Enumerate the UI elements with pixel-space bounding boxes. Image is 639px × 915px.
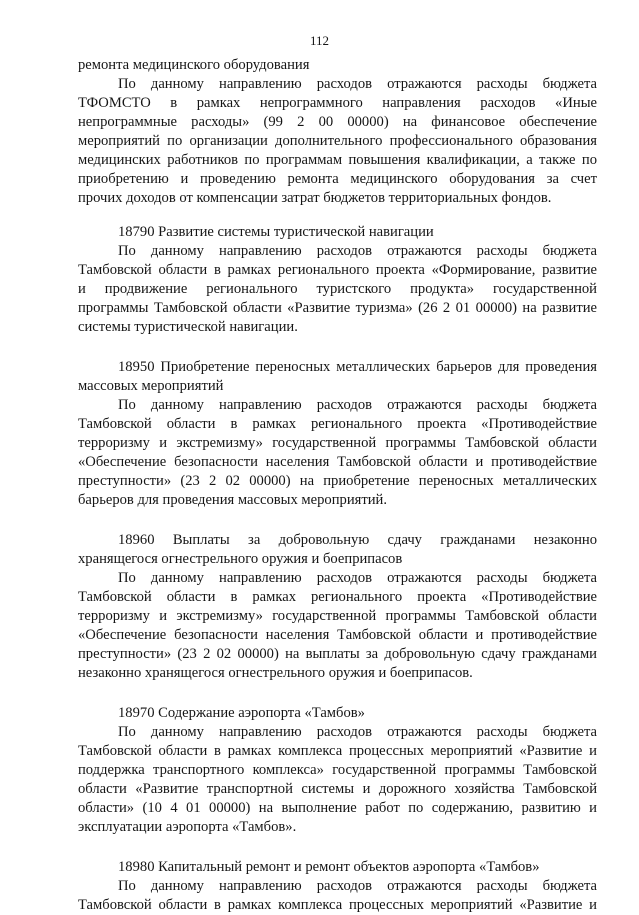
text-line-content: 18960 Выплаты за добровольную сдачу гражданами незаконно <box>118 532 597 548</box>
text-line-content: области» (10 4 01 00000) на выполнение работ по содержанию, развитию и <box>78 800 597 816</box>
text-line-content: массовых мероприятий <box>78 378 224 394</box>
text-line-content: 18950 Приобретение переносных металлических барьеров для проведения <box>118 359 597 375</box>
page-number: 112 <box>309 33 330 48</box>
text-line-content: 18970 Содержание аэропорта «Тамбов» <box>118 705 365 721</box>
text-line <box>0 56 639 75</box>
text-line <box>0 170 639 189</box>
text-line <box>0 761 639 780</box>
text-line-content: ТФОМСТО в рамках непрограммного направления расходов «Иные <box>78 95 597 111</box>
text-line <box>0 588 639 607</box>
text-line-content: По данному направлению расходов отражаются расходы бюджета <box>118 724 597 740</box>
text-line <box>0 491 639 510</box>
text-line <box>0 818 639 837</box>
text-line <box>0 723 639 742</box>
document-body <box>0 56 639 915</box>
text-line <box>0 151 639 170</box>
text-line <box>0 242 639 261</box>
text-line-content: непрограммные расходы» (99 2 00 00000) на финансовое обеспечение <box>78 114 597 130</box>
text-line-content: преступности» (23 2 02 00000) на выплаты за добровольную сдачу гражданами <box>78 646 597 662</box>
text-line <box>0 877 639 896</box>
text-line-content: терроризму и экстремизму» государственной программы Тамбовской области <box>78 435 597 451</box>
text-line-content: системы туристической навигации. <box>78 319 298 335</box>
text-line <box>0 569 639 588</box>
text-line <box>0 896 639 915</box>
text-line-content: По данному направлению расходов отражаются расходы бюджета <box>118 878 597 894</box>
text-line <box>0 377 639 396</box>
text-line-content: Тамбовской области в рамках регионального проекта «Противодействие <box>78 589 597 605</box>
text-line <box>0 415 639 434</box>
text-line <box>0 434 639 453</box>
text-line <box>0 453 639 472</box>
text-line-content: По данному направлению расходов отражаются расходы бюджета <box>118 243 597 259</box>
paragraph-p4 <box>0 531 639 683</box>
text-line <box>0 396 639 415</box>
text-line <box>0 645 639 664</box>
text-line-content: незаконно хранящегося огнестрельного оружия и боеприпасов. <box>78 665 473 681</box>
text-line <box>0 531 639 550</box>
text-line-content: прочих доходов от компенсации затрат бюджетов территориальных фондов. <box>78 190 552 206</box>
text-line <box>0 742 639 761</box>
text-line <box>0 626 639 645</box>
text-line-content: поддержка транспортного комплекса» государственной программы Тамбовской <box>78 762 597 778</box>
text-line-content: «Обеспечение безопасности населения Тамбовской области и противодействие <box>78 627 597 643</box>
text-line-content: ремонта медицинского оборудования <box>78 57 310 73</box>
text-line <box>0 550 639 569</box>
text-line <box>0 132 639 151</box>
text-line <box>0 858 639 877</box>
text-line <box>0 358 639 377</box>
paragraph-p3 <box>0 358 639 510</box>
text-line <box>0 223 639 242</box>
text-line-content: Тамбовской области в рамках регионального проекта «Противодействие <box>78 416 597 432</box>
text-line-content: По данному направлению расходов отражаются расходы бюджета <box>118 76 597 92</box>
text-line-content: барьеров для проведения массовых мероприятий. <box>78 492 387 508</box>
text-line <box>0 189 639 208</box>
text-line-content: области «Развитие транспортной системы и дорожного хозяйства Тамбовской <box>78 781 597 797</box>
text-line-content: приобретению и проведению ремонта медицинского оборудования за счет <box>78 171 597 187</box>
text-line-content: медицинских работников по программам повышения квалификации, а также по <box>78 152 597 168</box>
text-line-content: По данному направлению расходов отражаются расходы бюджета <box>118 397 597 413</box>
text-line-content: 18790 Развитие системы туристической навигации <box>118 224 434 240</box>
text-line-content: и продвижение регионального туристского продукта» государственной <box>78 281 597 297</box>
text-line-content: преступности» (23 2 02 00000) на приобретение переносных металлических <box>78 473 597 489</box>
text-line <box>0 261 639 280</box>
text-line-content: программы Тамбовской области «Развитие туризма» (26 2 01 00000) на развитие <box>78 300 597 316</box>
text-line-content: Тамбовской области в рамках комплекса процессных мероприятий «Развитие и <box>78 743 597 759</box>
text-line <box>0 664 639 683</box>
text-line <box>0 472 639 491</box>
paragraph-p1 <box>0 56 639 208</box>
text-line <box>0 607 639 626</box>
text-line-content: Тамбовской области в рамках комплекса процессных мероприятий «Развитие и <box>78 897 597 913</box>
text-line-content: мероприятий по организации дополнительного профессионального образования <box>78 133 597 149</box>
text-line <box>0 318 639 337</box>
text-line <box>0 299 639 318</box>
paragraph-p2 <box>0 223 639 337</box>
text-line-content: эксплуатации аэропорта «Тамбов». <box>78 819 297 835</box>
text-line-content: «Обеспечение безопасности населения Тамбовской области и противодействие <box>78 454 597 470</box>
text-line-content: Тамбовской области в рамках регионального проекта «Формирование, развитие <box>78 262 597 278</box>
text-line-content: хранящегося огнестрельного оружия и боеприпасов <box>78 551 403 567</box>
paragraph-p5 <box>0 704 639 837</box>
text-line <box>0 94 639 113</box>
text-line-content: терроризму и экстремизму» государственной программы Тамбовской области <box>78 608 597 624</box>
paragraph-p6 <box>0 858 639 915</box>
text-line <box>0 113 639 132</box>
text-line <box>0 704 639 723</box>
text-line <box>0 280 639 299</box>
text-line <box>0 799 639 818</box>
text-line <box>0 780 639 799</box>
text-line-content: По данному направлению расходов отражаются расходы бюджета <box>118 570 597 586</box>
text-line-content: 18980 Капитальный ремонт и ремонт объектов аэропорта «Тамбов» <box>118 859 540 875</box>
text-line <box>0 75 639 94</box>
